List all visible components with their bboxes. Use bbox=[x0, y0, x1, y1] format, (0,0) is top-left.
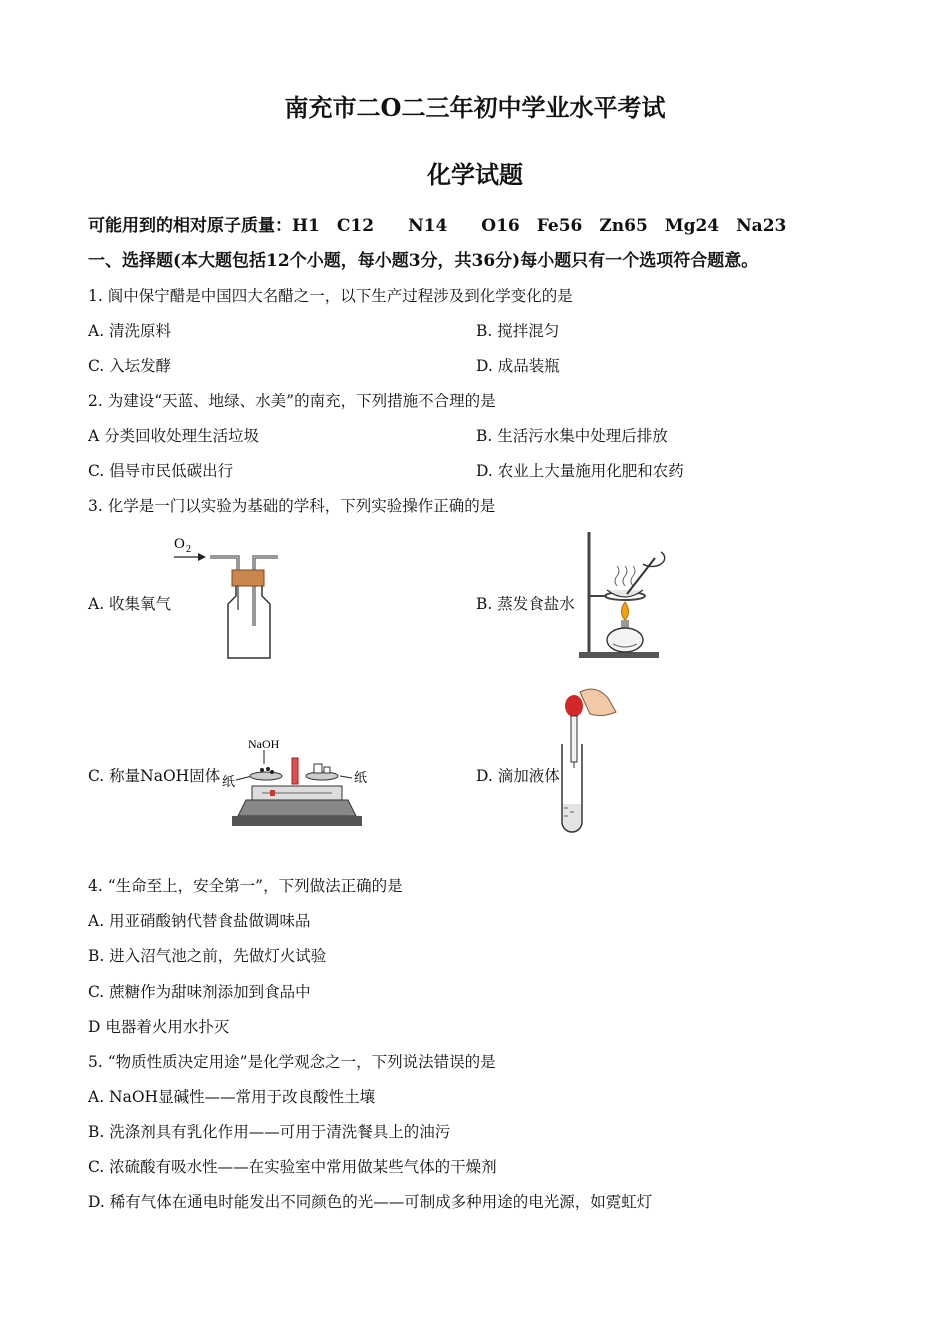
exam-title: 南充市二O二三年初中学业水平考试 bbox=[284, 93, 666, 122]
q3-option-c: C. 称量NaOH固体 bbox=[88, 767, 221, 785]
q4-option-d: D 电器着火用水扑灭 bbox=[88, 1018, 230, 1036]
q5-stem: 5. “物质性质决定用途”是化学观念之一，下列说法错误的是 bbox=[88, 1053, 496, 1071]
q2-option-b: B. 生活污水集中处理后排放 bbox=[476, 427, 668, 445]
q3-option-d: D. 滴加液体 bbox=[476, 767, 560, 785]
q2-stem: 2. 为建设“天蓝、地绿、水美”的南充，下列措施不合理的是 bbox=[88, 392, 496, 410]
oxygen-subscript: 2 bbox=[186, 544, 191, 555]
q3-stem: 3. 化学是一门以实验为基础的学科，下列实验操作正确的是 bbox=[88, 497, 496, 515]
q4-option-a: A. 用亚硝酸钠代替食盐做调味品 bbox=[88, 912, 311, 930]
q1-option-c: C. 入坛发酵 bbox=[88, 357, 172, 375]
q1-option-d: D. 成品装瓶 bbox=[476, 357, 560, 375]
q5-option-d: D. 稀有气体在通电时能发出不同颜色的光——可制成多种用途的电光源，如霓虹灯 bbox=[88, 1193, 653, 1211]
q5-option-c: C. 浓硫酸有吸水性——在实验室中常用做某些气体的干燥剂 bbox=[88, 1158, 497, 1176]
balance-figure bbox=[222, 736, 372, 832]
q2-option-a: A 分类回收处理生活垃圾 bbox=[88, 427, 260, 445]
oxygen-label: O bbox=[174, 536, 185, 552]
q1-option-a: A. 清洗原料 bbox=[88, 322, 172, 340]
q4-stem: 4. “生命至上，安全第一”，下列做法正确的是 bbox=[88, 877, 403, 895]
q3-option-b: B. 蒸发食盐水 bbox=[476, 595, 575, 613]
q1-stem: 1. 阆中保宁醋是中国四大名醋之一，以下生产过程涉及到化学变化的是 bbox=[88, 287, 573, 305]
q2-option-c: C. 倡导市民低碳出行 bbox=[88, 462, 234, 480]
q4-option-c: C. 蔗糖作为甜味剂添加到食品中 bbox=[88, 983, 311, 1001]
paper-left-label: 纸 bbox=[222, 774, 236, 789]
paper-right-label: 纸 bbox=[354, 770, 368, 785]
dropper-testtube-figure bbox=[550, 684, 620, 834]
naoh-label: NaOH bbox=[248, 737, 280, 751]
q1-option-b: B. 搅拌混匀 bbox=[476, 322, 560, 340]
q5-option-b: B. 洗涤剂具有乳化作用——可用于清洗餐具上的油污 bbox=[88, 1123, 451, 1141]
subject-title: 化学试题 bbox=[427, 160, 523, 189]
q4-option-b: B. 进入沼气池之前，先做灯火试验 bbox=[88, 947, 327, 965]
evaporation-setup-figure bbox=[575, 528, 675, 662]
q5-option-a: A. NaOH显碱性——常用于改良酸性土壤 bbox=[88, 1088, 376, 1106]
atomic-masses: 可能用到的相对原子质量：H1 C12 N14 O16 Fe56 Zn65 Mg24 Na23 bbox=[88, 216, 787, 236]
q3-option-a: A. 收集氧气 bbox=[88, 595, 172, 613]
q2-option-d: D. 农业上大量施用化肥和农药 bbox=[476, 462, 684, 480]
section-heading: 一、选择题(本大题包括12个小题，每小题3分，共36分)每小题只有一个选项符合题意。 bbox=[88, 251, 759, 271]
gas-collection-bottle-figure bbox=[170, 530, 280, 662]
